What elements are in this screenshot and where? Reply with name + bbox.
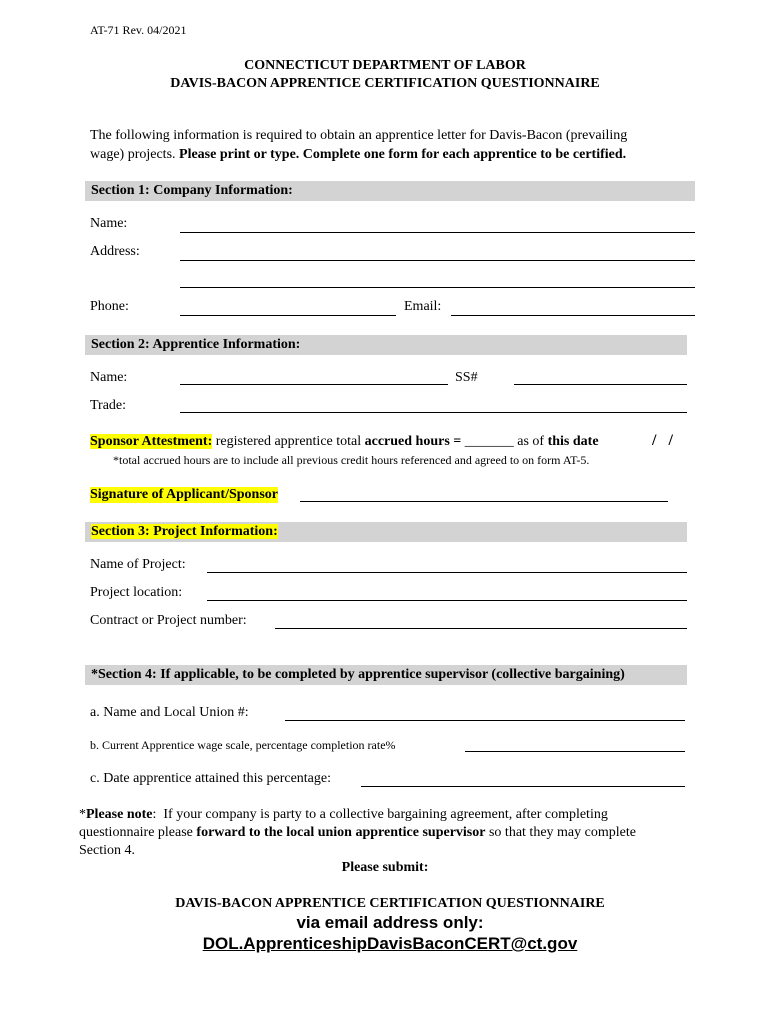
submit-email-link[interactable]: DOL.ApprenticeshipDavisBaconCERT@ct.gov — [202, 934, 578, 953]
project-number-label: Contract or Project number: — [90, 613, 247, 628]
company-name-field[interactable] — [180, 232, 695, 233]
project-number-field[interactable] — [275, 628, 687, 629]
date-attained-field[interactable] — [361, 786, 685, 787]
signature-field[interactable] — [300, 501, 668, 502]
wage-scale-field[interactable] — [465, 751, 685, 752]
note-prefix: * — [79, 807, 86, 822]
section3-title: Section 3: Project Information: — [91, 524, 278, 539]
union-label: a. Name and Local Union #: — [90, 705, 249, 720]
section3-header — [85, 522, 687, 542]
accrued-hours-label: accrued hours = — [364, 434, 462, 449]
project-name-label: Name of Project: — [90, 557, 186, 572]
submit-title: DAVIS-BACON APPRENTICE CERTIFICATION QUESTIONNAIRE — [175, 896, 605, 911]
intro-line2-plain: wage) projects. — [90, 147, 176, 162]
intro-line1: The following information is required to obtain an apprentice letter for Davis-Bacon (prevailing — [90, 128, 628, 143]
project-location-field[interactable] — [207, 600, 687, 601]
note-text2b: forward to the local union apprentice supervisor — [196, 825, 486, 840]
this-date-label: this date — [547, 434, 599, 449]
section1-header: Section 1: Company Information: — [85, 181, 695, 201]
accrued-hours-field[interactable]: _______ — [464, 434, 514, 449]
intro-line2-bold: Please print or type. Complete one form for each apprentice to be certified. — [179, 147, 627, 162]
accrued-hours-note: *total accrued hours are to include all previous credit hours referenced and agreed to on form AT-5. — [113, 453, 590, 467]
company-address-label: Address: — [90, 244, 140, 259]
note-line1 — [79, 807, 608, 823]
ss-label: SS# — [455, 370, 478, 385]
submit-via: via email address only: — [296, 913, 484, 932]
note-bold-label: Please note — [86, 807, 153, 822]
company-phone-field[interactable] — [180, 315, 396, 316]
sponsor-attestment-line — [90, 434, 599, 450]
attestment-text1: registered apprentice total — [215, 434, 362, 449]
company-email-field[interactable] — [451, 315, 695, 316]
section4-header: *Section 4: If applicable, to be completed by apprentice supervisor (collective bargaining) — [85, 665, 687, 685]
attestment-text2: as of — [517, 434, 545, 449]
date-attained-label: c. Date apprentice attained this percentage: — [90, 771, 331, 786]
project-name-field[interactable] — [207, 572, 687, 573]
trade-label: Trade: — [90, 398, 127, 413]
submit-heading: Please submit: — [341, 860, 429, 875]
company-address-field-1[interactable] — [180, 260, 695, 261]
company-address-field-2[interactable] — [180, 287, 695, 288]
intro-line2 — [90, 147, 626, 163]
wage-scale-label: b. Current Apprentice wage scale, percentage completion rate% — [90, 738, 396, 752]
company-phone-label: Phone: — [90, 299, 129, 314]
header-department: CONNECTICUT DEPARTMENT OF LABOR — [244, 58, 526, 73]
note-text1: : If your company is party to a collective bargaining agreement, after completing — [152, 807, 608, 822]
date-field[interactable]: / / — [652, 432, 673, 449]
sponsor-attestment-label: Sponsor Attestment: — [90, 434, 213, 449]
form-code: AT-71 Rev. 04/2021 — [90, 23, 187, 37]
note-line2 — [79, 825, 636, 841]
union-field[interactable] — [285, 720, 685, 721]
project-location-label: Project location: — [90, 585, 183, 600]
header-title: DAVIS-BACON APPRENTICE CERTIFICATION QUESTIONNAIRE — [170, 76, 600, 91]
note-text2c: so that they may complete — [488, 825, 636, 840]
ss-field[interactable] — [514, 384, 687, 385]
apprentice-name-label: Name: — [90, 370, 128, 385]
section2-header: Section 2: Apprentice Information: — [85, 335, 687, 355]
note-text2a: questionnaire please — [79, 825, 193, 840]
trade-field[interactable] — [180, 412, 687, 413]
company-email-label: Email: — [404, 299, 442, 314]
signature-label: Signature of Applicant/Sponsor — [90, 487, 279, 502]
company-name-label: Name: — [90, 216, 128, 231]
note-line3: Section 4. — [79, 843, 135, 858]
apprentice-name-field[interactable] — [180, 384, 448, 385]
